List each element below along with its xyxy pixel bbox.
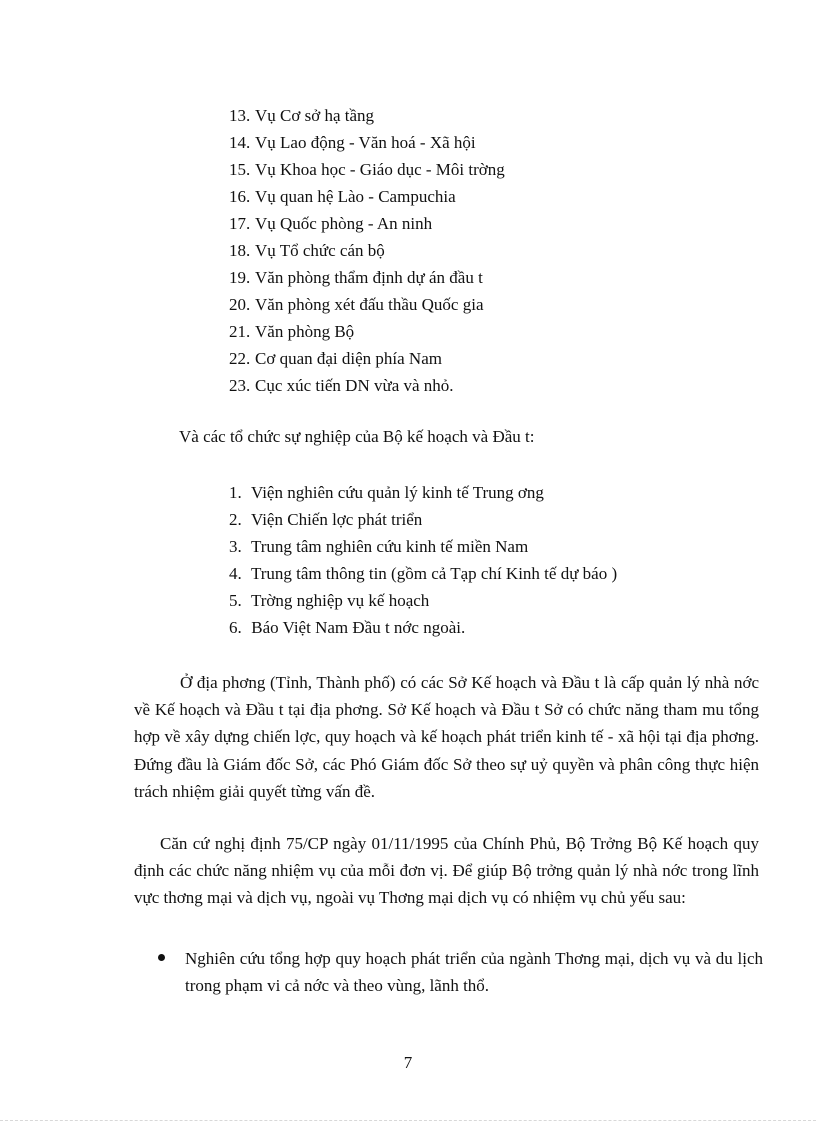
- list-item: 21. Văn phòng Bộ: [229, 322, 355, 341]
- page-bottom-divider: [0, 1120, 816, 1121]
- bullet-icon: [158, 954, 165, 961]
- list-item: 2. Viện Chiến lợc phát triển: [229, 510, 423, 529]
- bullet-item: [158, 945, 763, 999]
- list-item: 13. Vụ Cơ sở hạ tầng: [229, 106, 375, 125]
- list-item: 22. Cơ quan đại diện phía Nam: [229, 349, 442, 368]
- page-number: 7: [403, 1053, 413, 1072]
- list-item: 5. Trờng nghiệp vụ kế hoạch: [229, 591, 430, 610]
- list-item: 14. Vụ Lao động - Văn hoá - Xã hội: [229, 133, 476, 152]
- list-item: 18. Vụ Tổ chức cán bộ: [229, 241, 385, 260]
- organization-list: [229, 479, 729, 641]
- bullet-text: Nghiên cứu tổng hợp quy hoạch phát triển của ngành Thơng mại, dịch vụ và du lịch trong phạm vi cả nớc và theo vùng, lãnh thổ.: [185, 949, 763, 996]
- list-item: 3. Trung tâm nghiên cứu kinh tế miền Nam: [229, 537, 529, 556]
- list-item: 6. Báo Việt Nam Đầu t nớc ngoài.: [229, 618, 466, 637]
- department-list: [229, 102, 649, 399]
- list-item: 17. Vụ Quốc phòng - An ninh: [229, 214, 433, 233]
- list-item: 1. Viện nghiên cứu quản lý kinh tế Trung ơng: [229, 483, 544, 502]
- list-item: 19. Văn phòng thẩm định dự án đầu t: [229, 268, 483, 287]
- organizations-intro: Và các tổ chức sự nghiệp của Bộ kế hoạch và Đầu t:: [179, 427, 535, 446]
- list-item: 23. Cục xúc tiến DN vừa và nhỏ.: [229, 376, 454, 395]
- paragraph-decree: Căn cứ nghị định 75/CP ngày 01/11/1995 của Chính Phủ, Bộ Trởng Bộ Kế hoạch quy định các chức năng nhiệm vụ của mỗi đơn vị. Để giúp Bộ trởng quản lý nhà nớc trong lĩnh vực thơng mại và dịch vụ, ngoài vụ Thơng mại dịch vụ có nhiệm vụ chủ yếu sau:: [134, 834, 759, 908]
- list-item: 20. Văn phòng xét đấu thầu Quốc gia: [229, 295, 484, 314]
- list-item: 15. Vụ Khoa học - Giáo dục - Môi trờng: [229, 160, 505, 179]
- list-item: 4. Trung tâm thông tin (gồm cả Tạp chí Kinh tế dự báo ): [229, 564, 618, 583]
- paragraph-local-department: Ở địa phơng (Tỉnh, Thành phố) có các Sở Kế hoạch và Đầu t là cấp quản lý nhà nớc về Kế hoạch và Đầu t tại địa phơng. Sở Kế hoạch và Đầu t Sở có chức năng tham mu tổng hợp về xây dựng chiến lợc, quy hoạch và kế hoạch phát triển kinh tế - xã hội tại địa phơng. Đứng đầu là Giám đốc Sở, các Phó Giám đốc Sở theo sự uỷ quyền và phân công thực hiện trách nhiệm giải quyết từng vấn đề.: [134, 673, 759, 801]
- list-item: 16. Vụ quan hệ Lào - Campuchia: [229, 187, 456, 206]
